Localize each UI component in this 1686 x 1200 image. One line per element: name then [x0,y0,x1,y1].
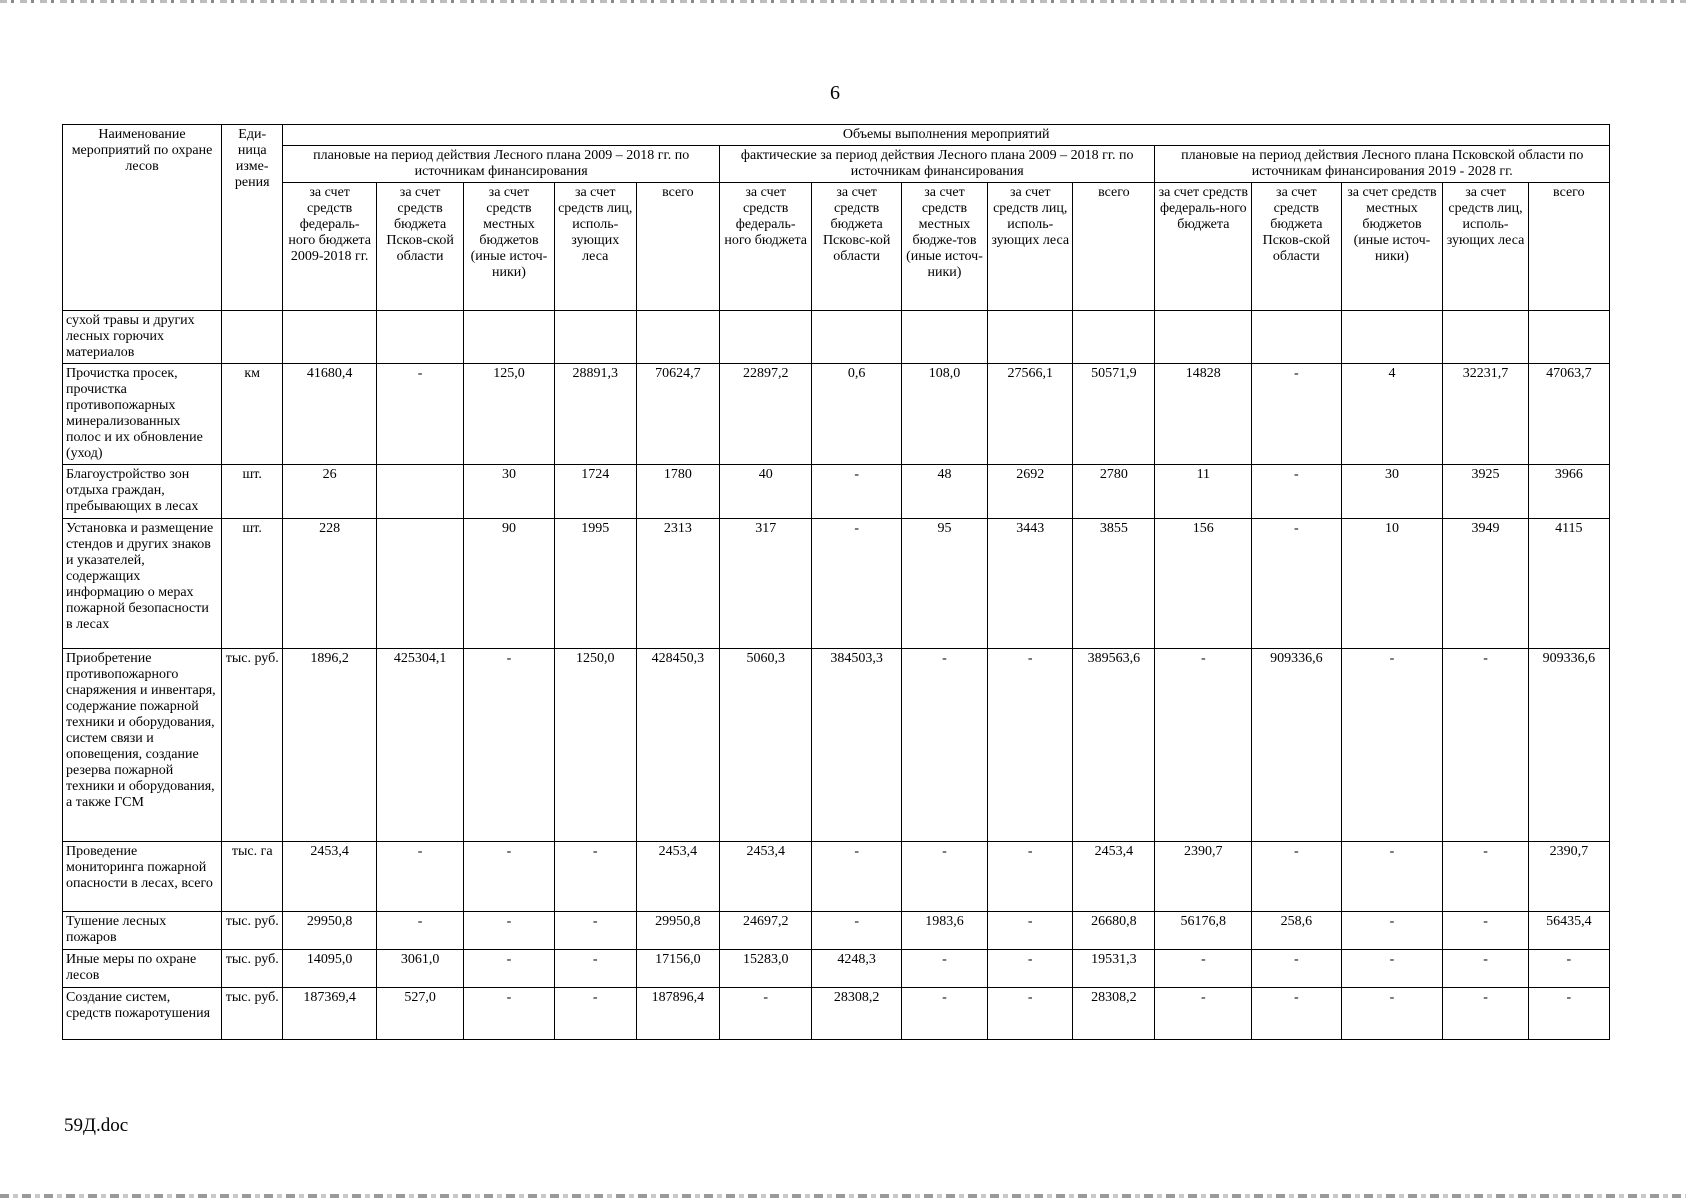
value-cell: - [1155,988,1252,1040]
table-row [63,364,1610,465]
header-funding-source: за счет средств бюджета Псков-ской области [376,183,463,311]
value-cell: 40 [719,465,812,519]
value-cell: 28891,3 [554,364,636,465]
table-row [63,311,1610,364]
value-cell: 22897,2 [719,364,812,465]
value-cell: 2453,4 [719,842,812,912]
value-cell: - [1252,842,1341,912]
value-cell: 317 [719,519,812,649]
value-cell [1252,311,1341,364]
value-cell: 56176,8 [1155,912,1252,950]
value-cell: 1250,0 [554,649,636,842]
activity-name-cell: Установка и размещение стендов и других знаков и указателей, содержащих информацию о мерах пожарной безопасности в лесах [63,519,222,649]
value-cell: 1724 [554,465,636,519]
header-funding-source: за счет средств федераль-ного бюджета [719,183,812,311]
value-cell: - [1341,912,1443,950]
value-cell: - [1443,988,1528,1040]
value-cell: - [1252,465,1341,519]
value-cell [988,311,1073,364]
value-cell: 32231,7 [1443,364,1528,465]
value-cell: - [554,988,636,1040]
unit-cell: шт. [222,519,283,649]
activity-name-cell: Приобретение противопожарного снаряжения и инвентаря, содержание пожарной техники и оборудования, систем связи и оповещения, создание резерва пожарной техники и оборудования, а также ГСМ [63,649,222,842]
value-cell: - [812,465,901,519]
table-row [63,912,1610,950]
value-cell [376,311,463,364]
value-cell: 30 [464,465,554,519]
value-cell: 15283,0 [719,950,812,988]
value-cell: - [1528,950,1609,988]
header-activity-name: Наименование мероприятий по охране лесов [63,125,222,311]
header-group-actual-2009-2018: фактические за период действия Лесного плана 2009 – 2018 гг. по источникам финансирования [719,146,1155,183]
value-cell: - [464,950,554,988]
value-cell: 90 [464,519,554,649]
value-cell: 41680,4 [283,364,377,465]
value-cell: 27566,1 [988,364,1073,465]
value-cell [1073,311,1155,364]
value-cell: - [376,912,463,950]
value-cell: 425304,1 [376,649,463,842]
value-cell: 2780 [1073,465,1155,519]
value-cell: - [812,842,901,912]
value-cell: 30 [1341,465,1443,519]
value-cell: 28308,2 [1073,988,1155,1040]
header-funding-source: всего [1073,183,1155,311]
activity-name-cell: Проведение мониторинга пожарной опасности в лесах, всего [63,842,222,912]
value-cell: - [1528,988,1609,1040]
header-group-planned-2019-2028: плановые на период действия Лесного плана Псковской области по источникам финансирования 2019 - 2028 гг. [1155,146,1610,183]
header-unit: Еди-ница изме-рения [222,125,283,311]
value-cell: 47063,7 [1528,364,1609,465]
value-cell: 3855 [1073,519,1155,649]
value-cell: 19531,3 [1073,950,1155,988]
value-cell: 428450,3 [636,649,719,842]
unit-cell: тыс. руб. [222,988,283,1040]
value-cell: - [376,364,463,465]
table-row [63,649,1610,842]
value-cell: 2692 [988,465,1073,519]
value-cell: 24697,2 [719,912,812,950]
value-cell: 108,0 [901,364,987,465]
value-cell: - [901,842,987,912]
forest-protection-table [62,124,1610,1040]
value-cell: - [1443,842,1528,912]
value-cell [812,311,901,364]
unit-cell: тыс. руб. [222,950,283,988]
value-cell [1528,311,1609,364]
value-cell: - [1341,649,1443,842]
value-cell [554,311,636,364]
value-cell: 389563,6 [1073,649,1155,842]
header-funding-source: за счет средств бюджета Псков-ской области [1252,183,1341,311]
value-cell: - [1252,988,1341,1040]
value-cell: 3061,0 [376,950,463,988]
value-cell: 156 [1155,519,1252,649]
value-cell: - [1341,950,1443,988]
footer-filename: 59Д.doc [64,1115,129,1136]
value-cell: 4115 [1528,519,1609,649]
value-cell: 4 [1341,364,1443,465]
value-cell: - [1155,950,1252,988]
value-cell [1443,311,1528,364]
scan-edge-top [0,0,1686,3]
value-cell: 2453,4 [636,842,719,912]
value-cell: - [988,649,1073,842]
value-cell: - [901,988,987,1040]
header-group-planned-2009-2018: плановые на период действия Лесного плана 2009 – 2018 гг. по источникам финансирования [283,146,720,183]
header-funding-source: за счет средств лиц, исполь-зующих леса [1443,183,1528,311]
value-cell: - [1341,842,1443,912]
unit-cell: км [222,364,283,465]
activity-name-cell: Тушение лесных пожаров [63,912,222,950]
value-cell: - [988,950,1073,988]
value-cell [283,311,377,364]
value-cell: - [464,842,554,912]
value-cell [1341,311,1443,364]
value-cell: 384503,3 [812,649,901,842]
unit-cell: шт. [222,465,283,519]
value-cell: - [1252,950,1341,988]
value-cell: 14095,0 [283,950,377,988]
value-cell: 909336,6 [1528,649,1609,842]
value-cell: - [812,519,901,649]
value-cell: 3925 [1443,465,1528,519]
value-cell: - [1443,649,1528,842]
value-cell: - [1443,950,1528,988]
value-cell: 3949 [1443,519,1528,649]
value-cell: 48 [901,465,987,519]
activity-name-cell: Создание систем, средств пожаротушения [63,988,222,1040]
value-cell: 0,6 [812,364,901,465]
value-cell: 1896,2 [283,649,377,842]
value-cell: - [554,912,636,950]
value-cell: 95 [901,519,987,649]
value-cell: - [1252,519,1341,649]
unit-cell: тыс. руб. [222,649,283,842]
value-cell: 5060,3 [719,649,812,842]
table-row [63,950,1610,988]
value-cell: 258,6 [1252,912,1341,950]
value-cell: 2390,7 [1528,842,1609,912]
value-cell: 17156,0 [636,950,719,988]
value-cell [1155,311,1252,364]
value-cell: - [464,649,554,842]
value-cell: - [464,912,554,950]
value-cell: 29950,8 [283,912,377,950]
value-cell: 14828 [1155,364,1252,465]
value-cell [636,311,719,364]
header-funding-source: за счет средств лиц, исполь-зующих леса [554,183,636,311]
header-volumes: Объемы выполнения мероприятий [283,125,1610,146]
value-cell: 4248,3 [812,950,901,988]
activity-name-cell: Прочистка просек, прочистка противопожарных минерализованных полос и их обновление (уход) [63,364,222,465]
unit-cell: тыс. га [222,842,283,912]
header-funding-source: за счет средств местных бюджетов (иные источ-ники) [464,183,554,311]
table-row [63,988,1610,1040]
value-cell: - [719,988,812,1040]
value-cell: - [376,842,463,912]
header-funding-source: за счет средств федераль-ного бюджета 2009-2018 гг. [283,183,377,311]
value-cell: - [554,950,636,988]
value-cell: - [1341,988,1443,1040]
activity-name-cell: сухой травы и других лесных горючих материалов [63,311,222,364]
header-funding-source: всего [636,183,719,311]
value-cell: 29950,8 [636,912,719,950]
unit-cell: тыс. руб. [222,912,283,950]
value-cell: - [1252,364,1341,465]
table-row [63,465,1610,519]
page-number: 6 [830,82,840,104]
value-cell: 125,0 [464,364,554,465]
scan-edge-bottom [0,1194,1686,1198]
value-cell: 1780 [636,465,719,519]
activity-name-cell: Иные меры по охране лесов [63,950,222,988]
value-cell: - [554,842,636,912]
activity-name-cell: Благоустройство зон отдыха граждан, пребывающих в лесах [63,465,222,519]
value-cell: 3966 [1528,465,1609,519]
value-cell [376,519,463,649]
value-cell: 26680,8 [1073,912,1155,950]
header-funding-source: за счет средств федераль-ного бюджета [1155,183,1252,311]
header-funding-source: всего [1528,183,1609,311]
value-cell: - [812,912,901,950]
value-cell: 2453,4 [1073,842,1155,912]
value-cell: 187896,4 [636,988,719,1040]
value-cell: - [1155,649,1252,842]
value-cell: 11 [1155,465,1252,519]
table-row [63,519,1610,649]
value-cell: - [464,988,554,1040]
value-cell: 2390,7 [1155,842,1252,912]
value-cell: 228 [283,519,377,649]
value-cell: - [988,842,1073,912]
header-funding-source: за счет средств бюджета Псковс-кой области [812,183,901,311]
value-cell: 527,0 [376,988,463,1040]
table-row [63,842,1610,912]
value-cell: 26 [283,465,377,519]
value-cell: 10 [1341,519,1443,649]
header-funding-source: за счет средств лиц, исполь-зующих леса [988,183,1073,311]
value-cell: 56435,4 [1528,912,1609,950]
value-cell [719,311,812,364]
value-cell: - [988,988,1073,1040]
value-cell: - [901,649,987,842]
value-cell: 1983,6 [901,912,987,950]
value-cell [464,311,554,364]
value-cell: 909336,6 [1252,649,1341,842]
value-cell: 50571,9 [1073,364,1155,465]
value-cell: 3443 [988,519,1073,649]
value-cell: 2313 [636,519,719,649]
value-cell: 28308,2 [812,988,901,1040]
value-cell [901,311,987,364]
value-cell: 70624,7 [636,364,719,465]
value-cell: - [988,912,1073,950]
header-funding-source: за счет средств местных бюдже-тов (иные источ-ники) [901,183,987,311]
value-cell: - [1443,912,1528,950]
value-cell [376,465,463,519]
value-cell: 187369,4 [283,988,377,1040]
value-cell: 2453,4 [283,842,377,912]
unit-cell [222,311,283,364]
value-cell: - [901,950,987,988]
header-funding-source: за счет средств местных бюджетов (иные источ-ники) [1341,183,1443,311]
value-cell: 1995 [554,519,636,649]
